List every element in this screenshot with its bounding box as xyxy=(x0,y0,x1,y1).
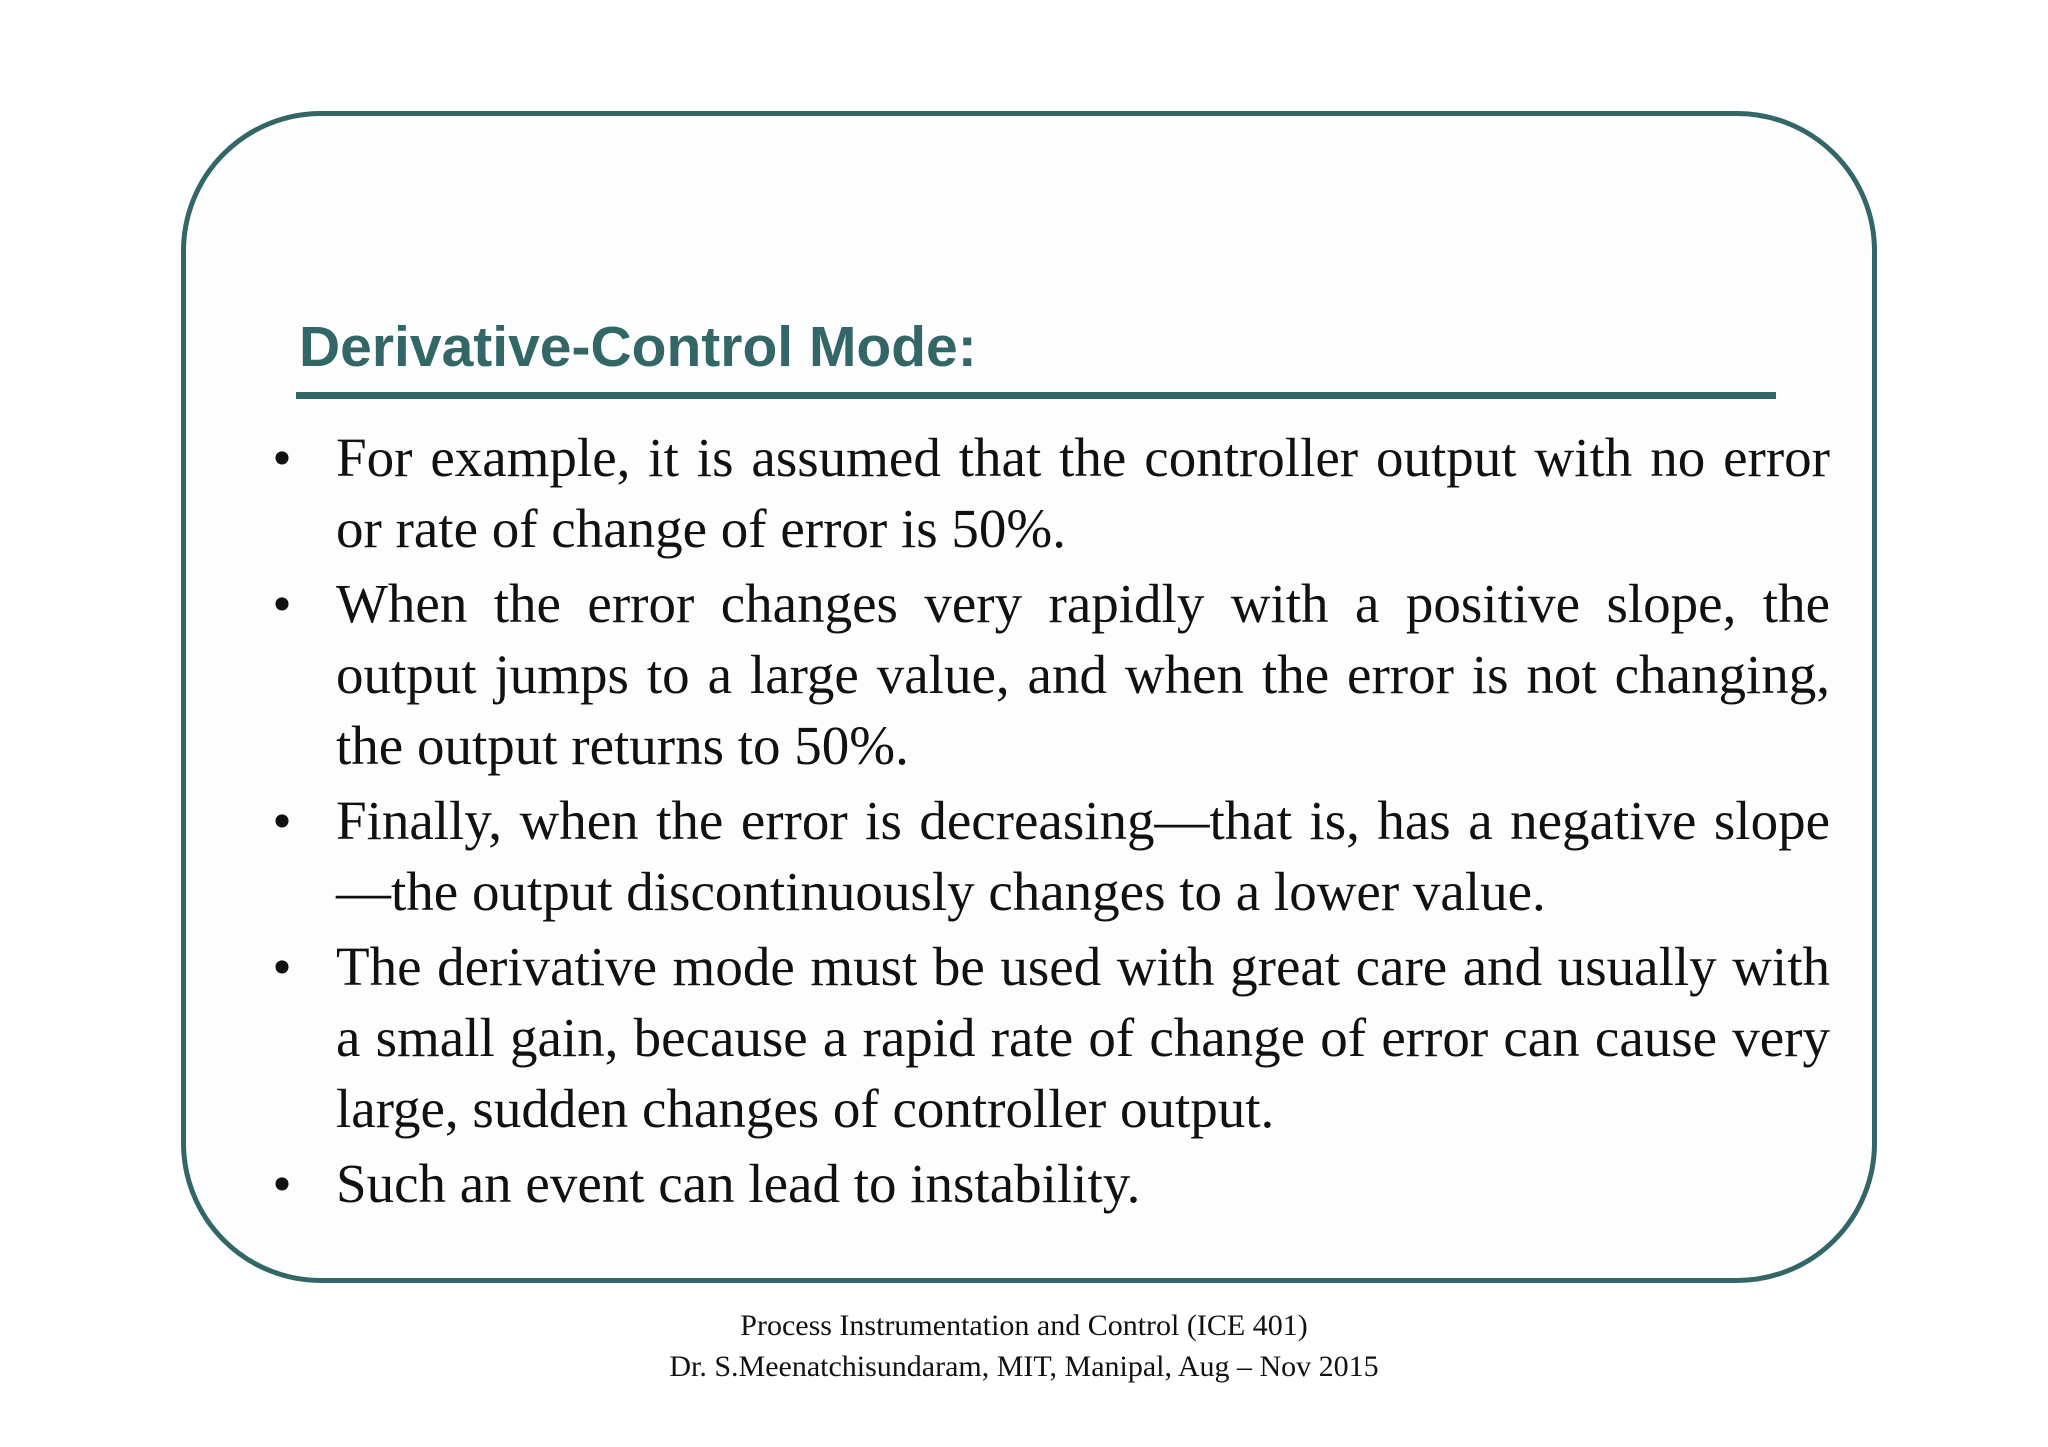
bullet-text: Such an event can lead to instability. xyxy=(336,1153,1141,1214)
bullet-marker: • xyxy=(272,936,292,997)
bullet-text: When the error changes very rapidly with a positive slope, the output jumps to a large value, and when the error is not changing, the output returns to 50%. xyxy=(336,573,1830,776)
bullet-marker: • xyxy=(272,573,292,634)
bullet-item xyxy=(262,422,1830,564)
footer-course: Process Instrumentation and Control (ICE 401) xyxy=(740,1309,1308,1342)
title-underline xyxy=(296,392,1776,399)
bullet-item xyxy=(262,785,1830,927)
bullet-text: The derivative mode must be used with great care and usually with a small gain, because a rapid rate of change of error can cause very large, sudden changes of controller output. xyxy=(336,936,1830,1139)
slide-title: Derivative-Control Mode: xyxy=(299,315,977,379)
bullet-list xyxy=(262,422,1830,1223)
bullet-item xyxy=(262,568,1830,781)
bullet-item xyxy=(262,931,1830,1144)
slide-footer xyxy=(0,1305,2048,1387)
bullet-marker: • xyxy=(272,427,292,488)
footer-author: Dr. S.Meenatchisundaram, MIT, Manipal, Aug – Nov 2015 xyxy=(669,1350,1379,1383)
bullet-item xyxy=(262,1148,1830,1219)
bullet-text: Finally, when the error is decreasing—that is, has a negative slope—the output discontinuously changes to a lower value. xyxy=(336,790,1830,922)
bullet-marker: • xyxy=(272,790,292,851)
bullet-text: For example, it is assumed that the controller output with no error or rate of change of error is 50%. xyxy=(336,427,1830,559)
bullet-marker: • xyxy=(272,1153,292,1214)
